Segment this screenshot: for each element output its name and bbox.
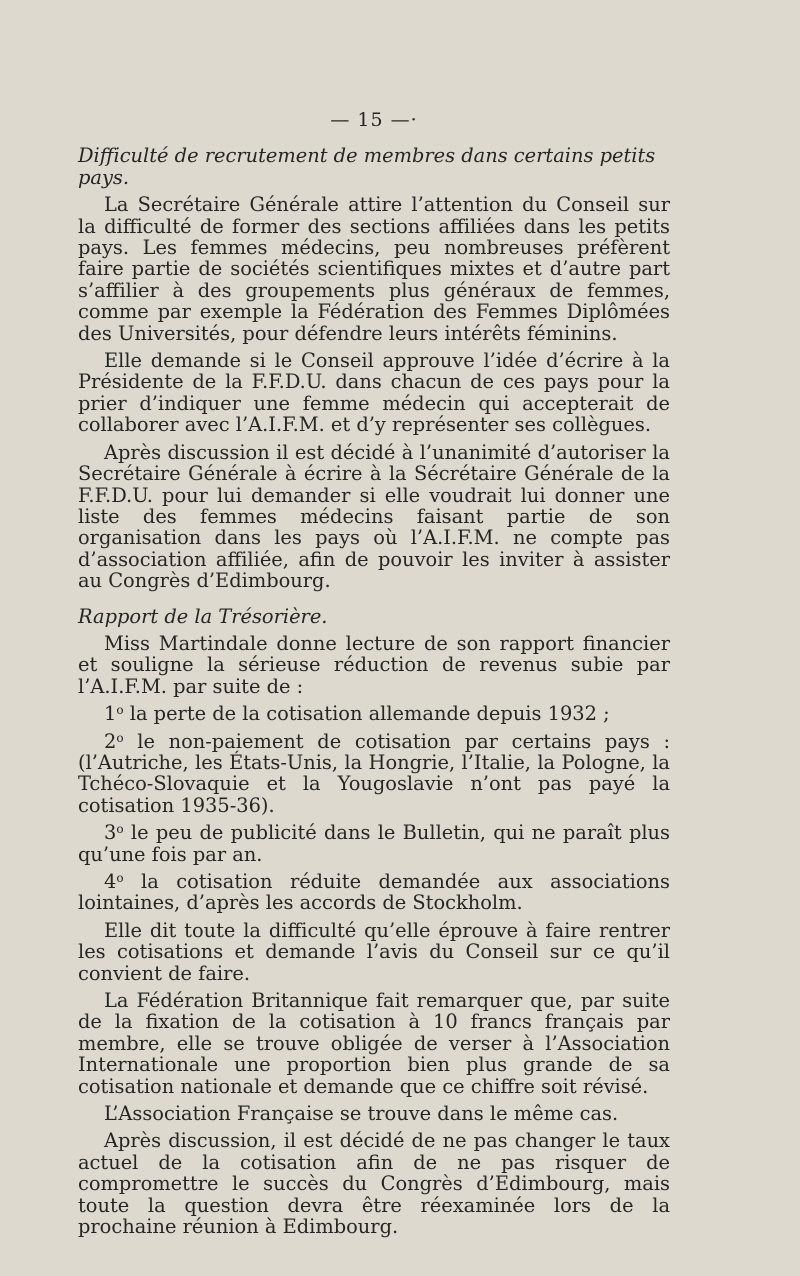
section-heading-treasurer-report: Rapport de la Trésorière. <box>78 604 328 628</box>
item-number: 4 <box>104 870 117 893</box>
item-ordinal: o <box>116 822 124 837</box>
item-number: 3 <box>104 821 117 845</box>
list-item <box>78 871 670 914</box>
item-text: la cotisation réduite demandée aux associations lointaines, d’après les accords de Stockholm. <box>78 870 670 915</box>
paragraph: Après discussion il est décidé à l’unanimité d’autoriser la Secrétaire Générale à écrire à la Sécrétaire Générale de la F.F.D.U. pour lui demander si elle voudrait lui donner une liste des femmes médecins faisant partie de son organisation dans les pays où l’A.I.F.M. ne compte pas d’association affiliée, afin de pouvoir les inviter à assister au Congrès d’Edimbourg. <box>78 440 670 593</box>
list-item <box>78 822 670 865</box>
item-ordinal: o <box>116 703 124 718</box>
item-text: la perte de la cotisation allemande depuis 1932 ; <box>123 702 610 726</box>
paragraph: La Secrétaire Générale attire l’attention du Conseil sur la difficulté de former des sections affiliées dans les petits pays. Les femmes médecins, peu nombreuses préfèrent faire partie de sociétés scientifiques mixtes et d’autre part s’affilier à des groupements plus généraux de femmes, comme par exemple la Fédération des Femmes Diplômées des Universités, pour défendre leurs intérêts féminins. <box>78 193 670 345</box>
paragraph: Elle dit toute la difficulté qu’elle éprouve à faire rentrer les cotisations et demande l’avis du Conseil sur ce qu’il convient de faire. <box>78 918 670 985</box>
paragraph: Elle demande si le Conseil approuve l’idée d’écrire à la Présidente de la F.F.D.U. dans chacun de ces pays pour la prier d’indiquer une femme médecin qui accepterait de collaborer avec l’A.I.F.M. et d’y représenter ses collègues. <box>78 349 670 437</box>
item-ordinal: o <box>116 730 124 745</box>
item-ordinal: o <box>116 871 124 885</box>
page-content <box>78 110 670 1244</box>
list-item <box>78 703 670 724</box>
list-item <box>78 731 670 817</box>
item-number: 2 <box>104 729 117 753</box>
item-number: 1 <box>104 702 117 726</box>
item-text: le peu de publicité dans le Bulletin, qui ne paraît plus qu’une fois par an. <box>78 821 670 866</box>
section-heading-recruitment: Difficulté de recrutement de membres dans certains petits pays. <box>78 144 656 189</box>
paragraph: L’Association Française se trouve dans le même cas. <box>104 1102 619 1126</box>
paragraph: Après discussion, il est décidé de ne pas changer le taux actuel de la cotisation afin de ne pas risquer de compromettre le succès du Congrès d’Edimbourg, mais toute la question devra être réexaminée lors de la prochaine réunion à Edimbourg. <box>78 1129 670 1239</box>
page-number: — 15 —· <box>330 109 418 131</box>
item-text: le non-paiement de cotisation par certains pays : (l’Autriche, les États-Unis, la Hongrie, l’Italie, la Pologne, la Tchéco-Slovaquie et la Yougoslavie n’ont pas payé la cotisation 1935-36). <box>78 729 670 817</box>
paragraph: Miss Martindale donne lecture de son rapport financier et souligne la sérieuse réduction de revenus subie par l’A.I.F.M. par suite de : <box>78 631 670 698</box>
paragraph: La Fédération Britannique fait remarquer que, par suite de la fixation de la cotisation à 10 francs français par membre, elle se trouve obligée de verser à l’Association Internationale une proportion bien plus grande de sa cotisation nationale et demande que ce chiffre soit révisé. <box>78 989 670 1098</box>
